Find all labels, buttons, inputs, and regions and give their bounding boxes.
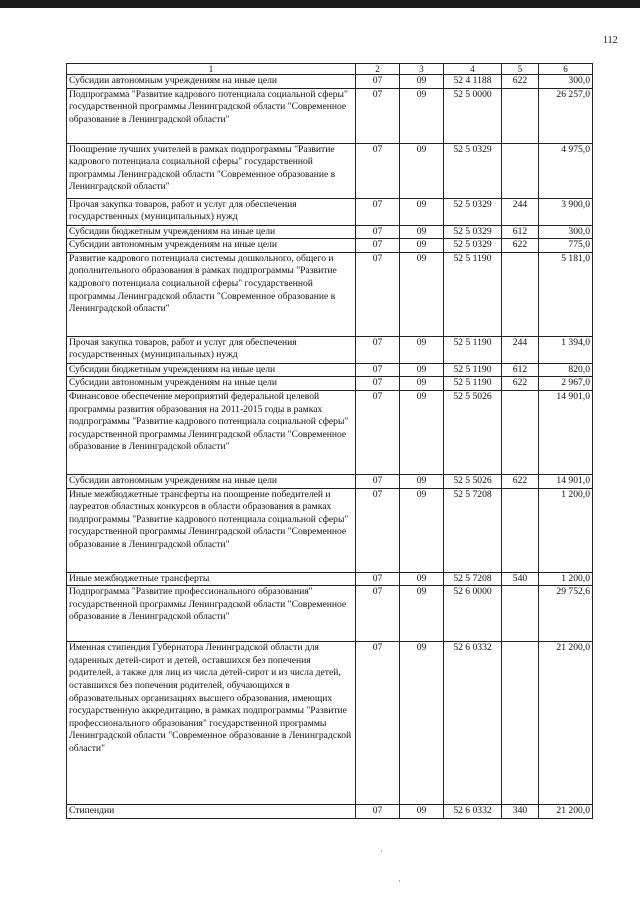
target-article-cell: 52 5 0329 xyxy=(444,143,502,198)
subsection-code-cell: 09 xyxy=(400,805,444,819)
expense-type-cell xyxy=(502,252,539,336)
subsection-code-cell: 09 xyxy=(400,198,444,225)
column-header: 1 xyxy=(67,64,356,75)
subsection-code-cell: 09 xyxy=(400,488,444,572)
section-code-cell: 07 xyxy=(356,88,400,143)
row-name-cell: Субсидии автономным учреждениям на иные цели xyxy=(67,75,356,89)
table-row xyxy=(67,336,593,363)
subsection-code-cell: 09 xyxy=(400,88,444,143)
section-code-cell: 07 xyxy=(356,572,400,586)
expense-type-cell xyxy=(502,390,539,474)
amount-cell: 820,0 xyxy=(539,363,593,377)
section-code-cell: 07 xyxy=(356,336,400,363)
column-header: 5 xyxy=(502,64,539,75)
amount-cell: 4 975,0 xyxy=(539,143,593,198)
target-article-cell: 52 4 1188 xyxy=(444,75,502,89)
section-code-cell: 07 xyxy=(356,363,400,377)
budget-table xyxy=(66,63,593,819)
row-name-cell: Субсидии бюджетным учреждениям на иные цели xyxy=(67,225,356,239)
section-code-cell: 07 xyxy=(356,642,400,805)
amount-cell: 300,0 xyxy=(539,75,593,89)
section-code-cell: 07 xyxy=(356,805,400,819)
table-row xyxy=(67,488,593,572)
subsection-code-cell: 09 xyxy=(400,225,444,239)
target-article-cell: 52 5 1190 xyxy=(444,377,502,391)
row-name-cell: Стипендии xyxy=(67,805,356,819)
amount-cell: 1 200,0 xyxy=(539,572,593,586)
column-header: 6 xyxy=(539,64,593,75)
expense-type-cell: 622 xyxy=(502,75,539,89)
target-article-cell: 52 6 0000 xyxy=(444,586,502,642)
table-row xyxy=(67,198,593,225)
table-row xyxy=(67,143,593,198)
subsection-code-cell: 09 xyxy=(400,572,444,586)
expense-type-cell: 244 xyxy=(502,198,539,225)
section-code-cell: 07 xyxy=(356,198,400,225)
table-row xyxy=(67,363,593,377)
row-name-cell: Прочая закупка товаров, работ и услуг для обеспечения государственных (муниципальных) нужд xyxy=(67,198,356,225)
row-name-cell: Иные межбюджетные трансферты на поощрение победителей и лауреатов областных конкурсов в области образования в рамках подпрограммы "Развитие кадрового потенциала социальной сферы" государственной программы Ленинградской области "Современное образование в Ленинградской области" xyxy=(67,488,356,572)
expense-type-cell: 622 xyxy=(502,239,539,253)
target-article-cell: 52 5 7208 xyxy=(444,572,502,586)
table-row xyxy=(67,586,593,642)
amount-cell: 5 181,0 xyxy=(539,252,593,336)
expense-type-cell xyxy=(502,488,539,572)
row-name-cell: Именная стипендия Губернатора Ленинградской области для одаренных детей-сирот и детей, оставшихся без попечения родителей, а также для лиц из числа детей-сирот и из числа детей, оставшихся без попечения родителей, обучающихся в образовательных организациях высшего образования, имеющих государственную аккредитацию, в рамках подпрограммы "Развитие профессионального образования" государственной программы Ленинградской области "Современное образование в Ленинградской области" xyxy=(67,642,356,805)
expense-type-cell: 612 xyxy=(502,225,539,239)
column-header: 3 xyxy=(400,64,444,75)
subsection-code-cell: 09 xyxy=(400,75,444,89)
amount-cell: 3 900,0 xyxy=(539,198,593,225)
subsection-code-cell: 09 xyxy=(400,252,444,336)
target-article-cell: 52 5 1190 xyxy=(444,363,502,377)
target-article-cell: 52 6 0332 xyxy=(444,642,502,805)
expense-type-cell xyxy=(502,642,539,805)
row-name-cell: Субсидии автономным учреждениям на иные цели xyxy=(67,474,356,488)
target-article-cell: 52 5 1190 xyxy=(444,252,502,336)
column-header: 2 xyxy=(356,64,400,75)
table-row xyxy=(67,225,593,239)
row-name-cell: Субсидии бюджетным учреждениям на иные цели xyxy=(67,363,356,377)
expense-type-cell xyxy=(502,586,539,642)
subsection-code-cell: 09 xyxy=(400,390,444,474)
target-article-cell: 52 5 1190 xyxy=(444,336,502,363)
expense-type-cell: 622 xyxy=(502,474,539,488)
subsection-code-cell: 09 xyxy=(400,363,444,377)
amount-cell: 29 752,6 xyxy=(539,586,593,642)
amount-cell: 21 200,0 xyxy=(539,642,593,805)
row-name-cell: Развитие кадрового потенциала системы дошкольного, общего и дополнительного образования в рамках подпрограммы "Развитие кадрового потенциала социальной сферы" государственной программы Ленинградской области "Современное образование в Ленинградской области" xyxy=(67,252,356,336)
amount-cell: 21 200,0 xyxy=(539,805,593,819)
expense-type-cell: 540 xyxy=(502,572,539,586)
amount-cell: 1 200,0 xyxy=(539,488,593,572)
row-name-cell: Иные межбюджетные трансферты xyxy=(67,572,356,586)
amount-cell: 14 901,0 xyxy=(539,390,593,474)
table-header-row xyxy=(67,64,593,75)
table-row xyxy=(67,252,593,336)
table-row xyxy=(67,805,593,819)
scan-top-edge xyxy=(0,0,640,8)
expense-type-cell: 622 xyxy=(502,377,539,391)
amount-cell: 1 394,0 xyxy=(539,336,593,363)
table-row xyxy=(67,239,593,253)
subsection-code-cell: 09 xyxy=(400,143,444,198)
target-article-cell: 52 5 0329 xyxy=(444,198,502,225)
target-article-cell: 52 5 5026 xyxy=(444,390,502,474)
section-code-cell: 07 xyxy=(356,252,400,336)
row-name-cell: Прочая закупка товаров, работ и услуг для обеспечения государственных (муниципальных) нужд xyxy=(67,336,356,363)
section-code-cell: 07 xyxy=(356,586,400,642)
subsection-code-cell: 09 xyxy=(400,642,444,805)
section-code-cell: 07 xyxy=(356,390,400,474)
row-name-cell: Субсидии автономным учреждениям на иные цели xyxy=(67,239,356,253)
subsection-code-cell: 09 xyxy=(400,474,444,488)
row-name-cell: Субсидии автономным учреждениям на иные цели xyxy=(67,377,356,391)
target-article-cell: 52 5 0329 xyxy=(444,239,502,253)
expense-type-cell: 244 xyxy=(502,336,539,363)
section-code-cell: 07 xyxy=(356,75,400,89)
table-row xyxy=(67,390,593,474)
table-row xyxy=(67,88,593,143)
amount-cell: 775,0 xyxy=(539,239,593,253)
section-code-cell: 07 xyxy=(356,474,400,488)
target-article-cell: 52 5 0000 xyxy=(444,88,502,143)
expense-type-cell: 612 xyxy=(502,363,539,377)
section-code-cell: 07 xyxy=(356,488,400,572)
amount-cell: 26 257,0 xyxy=(539,88,593,143)
section-code-cell: 07 xyxy=(356,143,400,198)
target-article-cell: 52 6 0332 xyxy=(444,805,502,819)
subsection-code-cell: 09 xyxy=(400,586,444,642)
row-name-cell: Подпрограмма "Развитие кадрового потенциала социальной сферы" государственной программы Ленинградской области "Современное образование в Ленинградской области" xyxy=(67,88,356,143)
expense-type-cell xyxy=(502,143,539,198)
scan-speck: · xyxy=(380,846,383,856)
table-row xyxy=(67,377,593,391)
amount-cell: 2 967,0 xyxy=(539,377,593,391)
expense-type-cell xyxy=(502,88,539,143)
section-code-cell: 07 xyxy=(356,225,400,239)
amount-cell: 300,0 xyxy=(539,225,593,239)
expense-type-cell: 340 xyxy=(502,805,539,819)
table-row xyxy=(67,474,593,488)
subsection-code-cell: 09 xyxy=(400,377,444,391)
subsection-code-cell: 09 xyxy=(400,336,444,363)
target-article-cell: 52 5 0329 xyxy=(444,225,502,239)
scan-speck: · xyxy=(398,876,401,886)
table-row xyxy=(67,572,593,586)
amount-cell: 14 901,0 xyxy=(539,474,593,488)
row-name-cell: Финансовое обеспечение мероприятий федеральной целевой программы развития образования на 2011-2015 годы в рамках подпрограммы "Развитие кадрового потенциала социальной сферы" государственной программы Ленинградской области "Современное образование в Ленинградской области" xyxy=(67,390,356,474)
column-header: 4 xyxy=(444,64,502,75)
target-article-cell: 52 5 7208 xyxy=(444,488,502,572)
row-name-cell: Поощрение лучших учителей в рамках подпрограммы "Развитие кадрового потенциала социальной сферы" государственной программы Ленинградской области "Современное образование в Ленинградской области" xyxy=(67,143,356,198)
row-name-cell: Подпрограмма "Развитие профессионального образования" государственной программы Ленинградской области "Современное образование в Ленинградской области" xyxy=(67,586,356,642)
table-row xyxy=(67,75,593,89)
table-row xyxy=(67,642,593,805)
page-number: 112 xyxy=(603,35,618,46)
subsection-code-cell: 09 xyxy=(400,239,444,253)
section-code-cell: 07 xyxy=(356,377,400,391)
section-code-cell: 07 xyxy=(356,239,400,253)
target-article-cell: 52 5 5026 xyxy=(444,474,502,488)
